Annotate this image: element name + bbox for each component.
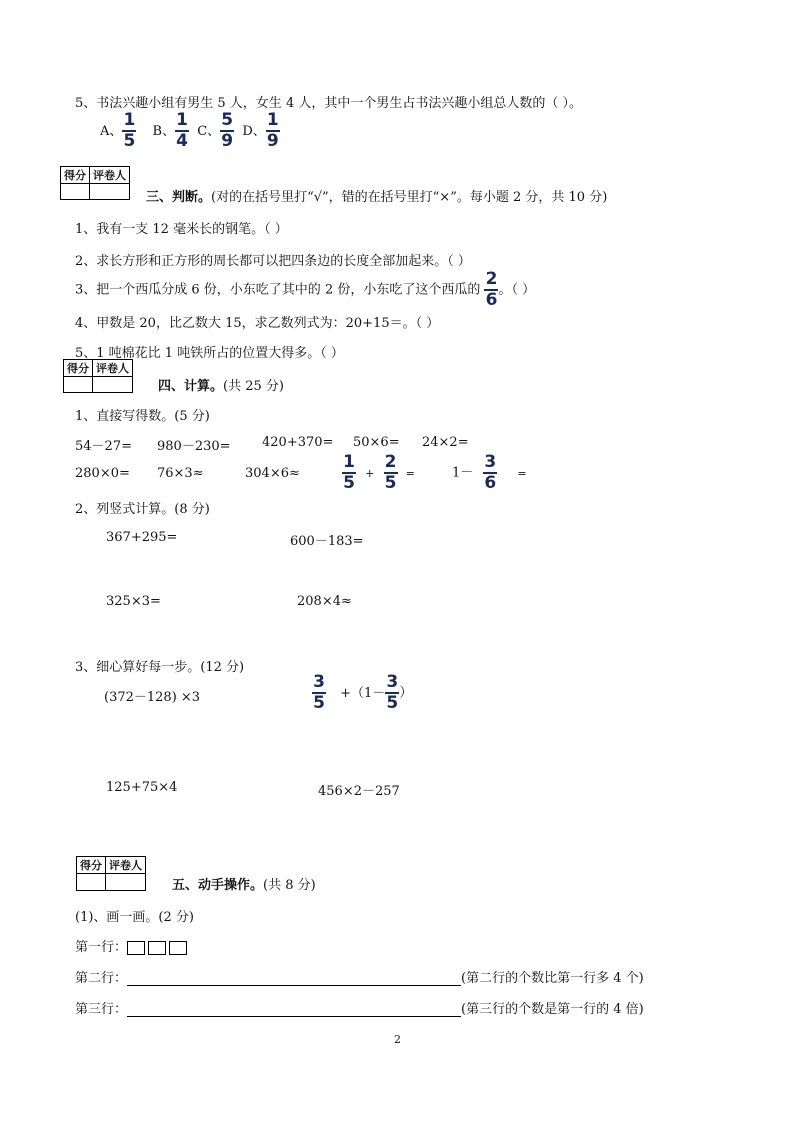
- section-4-heading: 四、计算。(共 25 分): [158, 379, 284, 394]
- answer-line[interactable]: [127, 985, 461, 986]
- step-calc-3: 125+75×4: [106, 780, 178, 795]
- section-instructions: (对的在括号里打“√”，错的在括号里打“×”。每小题 2 分，共 10 分): [211, 190, 608, 205]
- fraction: $\frac{5}{9}$: [221, 110, 234, 151]
- calc-9: $\frac{1}{5}$ + $\frac{2}{5}$ =: [343, 452, 415, 493]
- fraction: $\frac{2}{5}$: [384, 452, 397, 493]
- row-2: 第二行： (第二行的个数比第一行多 4 个): [75, 971, 644, 986]
- option-c[interactable]: C、 $\frac{5}{9}$: [197, 110, 234, 151]
- option-a[interactable]: A、 $\frac{1}{5}$: [100, 110, 136, 151]
- vertical-calc-1: 367+295=: [106, 530, 178, 545]
- judge-item-1: 1、我有一支 12 毫米长的钢笔。（ ）: [75, 222, 288, 237]
- section-3-heading: [146, 186, 607, 205]
- calc-10: 1－ $\frac{3}{6}$ =: [452, 452, 527, 493]
- step-calc-4: 456×2－257: [318, 784, 400, 799]
- section-title: 五、动手操作。: [172, 878, 264, 893]
- row-1: 第一行：: [75, 936, 190, 955]
- part-2-title: 2、列竖式计算。(8 分): [75, 502, 210, 517]
- fraction: $\frac{3}{5}$: [386, 672, 399, 713]
- fraction: $\frac{3}{6}$: [484, 452, 497, 493]
- calc-2: 980－230=: [157, 439, 231, 454]
- row-3: 第三行： (第三行的个数是第一行的 4 倍): [75, 1002, 644, 1017]
- section-5-heading: 五、动手操作。(共 8 分): [172, 878, 316, 893]
- section-title: 三、判断。: [146, 190, 212, 205]
- option-b[interactable]: B、 $\frac{1}{4}$: [152, 110, 189, 151]
- fraction: $\frac{1}{5}$: [343, 452, 355, 493]
- square-shape: [169, 941, 187, 955]
- part-3-title: 3、细心算好每一步。(12 分): [75, 660, 245, 675]
- calc-1: 54－27=: [75, 439, 132, 454]
- judge-item-2: 2、求长方形和正方形的周长都可以把四条边的长度全部加起来。（ ）: [75, 254, 471, 269]
- calc-5: 24×2=: [422, 435, 469, 450]
- part-1-title: 1、直接写得数。(5 分): [75, 409, 210, 424]
- option-d[interactable]: D、 $\frac{1}{9}$: [242, 110, 279, 151]
- answer-line[interactable]: [127, 1016, 461, 1017]
- square-shape: [148, 941, 166, 955]
- page-number: 2: [394, 1033, 401, 1046]
- calc-3: 420+370=: [262, 435, 334, 450]
- fraction: $\frac{1}{9}$: [266, 110, 279, 151]
- question-5-options: [100, 112, 280, 150]
- step-calc-1: (372－128) ×3: [104, 690, 201, 705]
- calc-6: 280×0=: [75, 466, 130, 481]
- judge-item-4: 4、甲数是 20，比乙数大 15，求乙数列式为：20+15＝。（ ）: [75, 316, 440, 331]
- score-box: 得分 评卷人: [63, 359, 133, 393]
- question-5-text: 5、书法兴趣小组有男生 5 人，女生 4 人，其中一个男生占书法兴趣小组总人数的（ ）。: [75, 96, 582, 111]
- fraction: $\frac{1}{4}$: [176, 110, 189, 151]
- fraction: $\frac{3}{5}$: [313, 672, 325, 713]
- judge-item-3: 3、把一个西瓜分成 6 份，小东吃了其中的 2 份，小东吃了这个西瓜的 $\frac{2}{6}$ 。（ ）: [75, 269, 536, 310]
- vertical-calc-3: 325×3=: [106, 594, 161, 609]
- section-title: 四、计算。: [158, 379, 224, 394]
- fraction: $\frac{2}{6}$: [485, 269, 498, 310]
- score-box: 得分 评卷人: [76, 856, 146, 891]
- square-shape: [127, 941, 145, 955]
- calc-7: 76×3≈: [157, 466, 204, 481]
- step-calc-2: $\frac{3}{5}$ +（1－ $\frac{3}{5}$ ）: [313, 672, 413, 713]
- judge-item-5: 5、1 吨棉花比 1 吨铁所占的位置大得多。（ ）: [75, 346, 344, 361]
- score-box: 得分 评卷人: [60, 166, 130, 200]
- fraction: $\frac{1}{5}$: [123, 110, 136, 151]
- part-1-draw-title: (1)、画一画。(2 分): [75, 910, 194, 925]
- calc-4: 50×6=: [353, 435, 400, 450]
- vertical-calc-2: 600－183=: [290, 534, 364, 549]
- vertical-calc-4: 208×4≈: [297, 594, 352, 609]
- calc-8: 304×6≈: [245, 466, 300, 481]
